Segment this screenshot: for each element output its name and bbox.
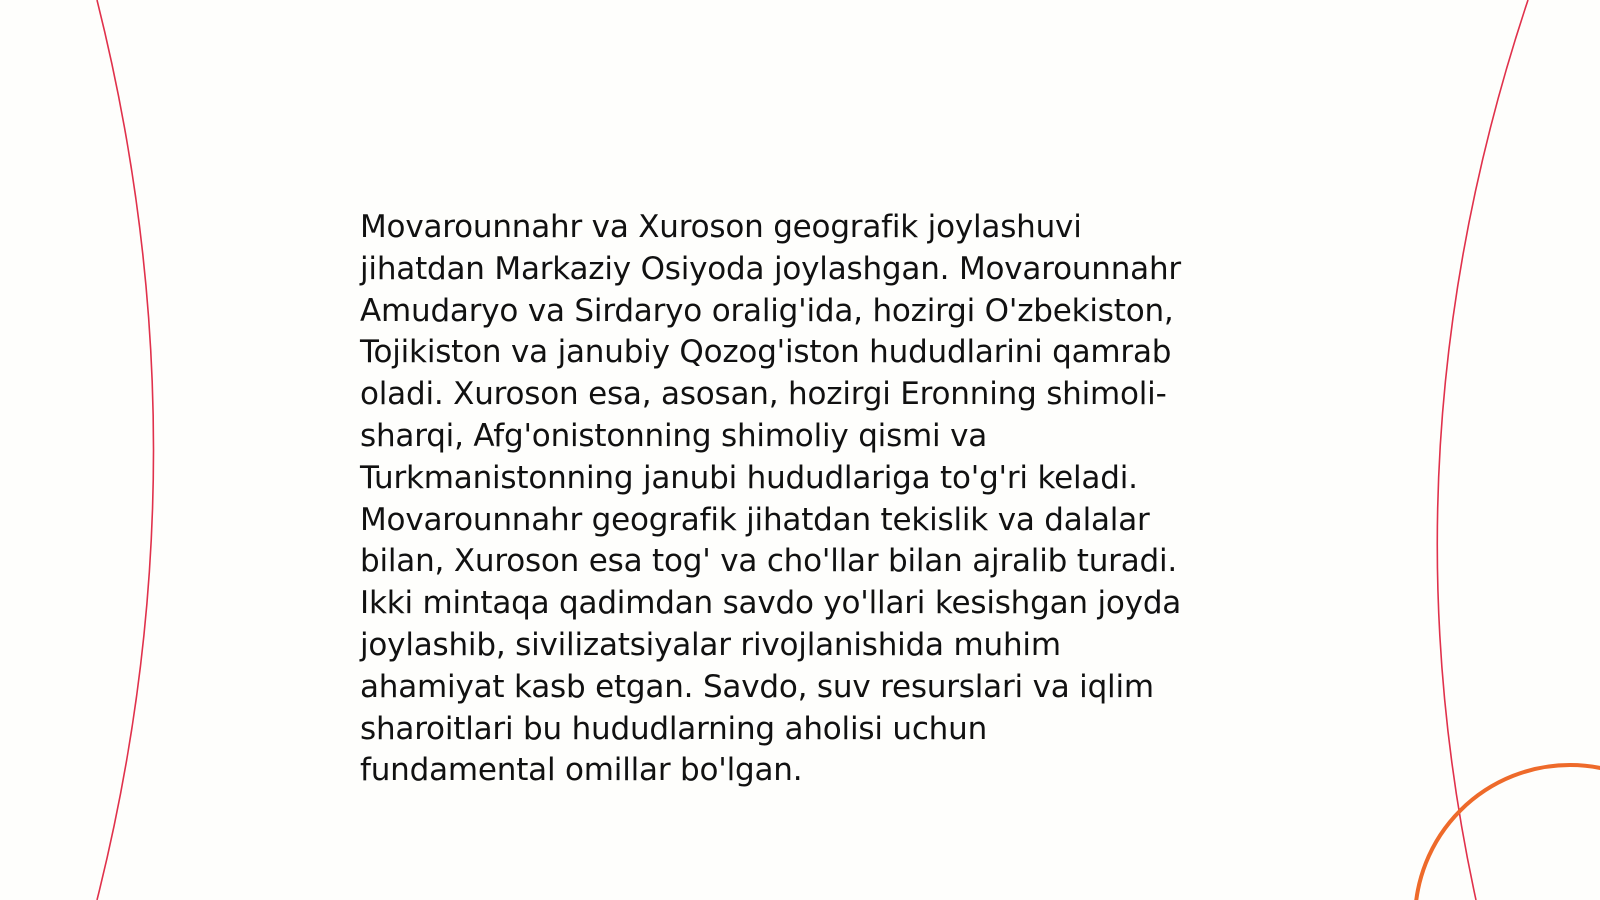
body-text: Movarounnahr va Xuroson geografik joylashuvi jihatdan Markaziy Osiyoda joylashgan. Movarounnahr Amudaryo va Sirdaryo oralig'ida, hozirgi O'zbekiston, Tojikiston va janubiy Qozog'iston hududlarini qamrab oladi. Xuroson esa, asosan, hozirgi Eronning shimoli- sharqi, Afg'onistonning shimoliy qismi va Turkmanistonning janubi hududlariga to'g'ri keladi. Movarounnahr geografik jihatdan tekislik va dalalar bilan, Xuroson esa tog' va cho'llar bilan ajralib turadi. Ikki mintaqa qadimdan savdo yo'llari kesishgan joyda joylashib, sivilizatsiyalar rivojlanishida muhim ahamiyat kasb etgan. Savdo, suv resurslari va iqlim sharoitlari bu hududlarning aholisi uchun fundamental omillar bo'lgan. bbox=[360, 209, 1182, 789]
accent-arc bbox=[1415, 765, 1600, 900]
right-curve-line bbox=[1437, 0, 1528, 900]
left-curve-line bbox=[97, 0, 154, 900]
